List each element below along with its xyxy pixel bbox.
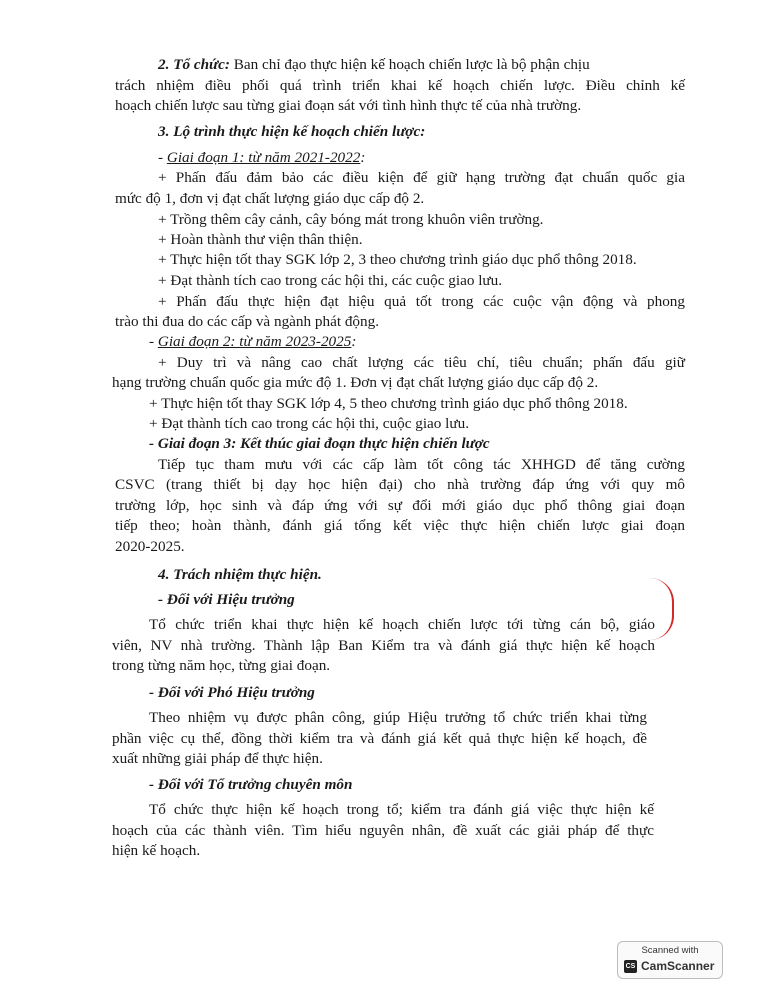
phase1-item: + Thực hiện tốt thay SGK lớp 2, 3 theo chương trình giáo dục phổ thông 2018. xyxy=(158,251,637,268)
phase1-item: + Đạt thành tích cao trong các hội thi, các cuộc giao lưu. xyxy=(158,272,503,289)
phase2-dash: - xyxy=(149,333,158,350)
phase2-item: + Duy trì và nâng cao chất lượng các tiêu chí, tiêu chuẩn; phấn đấu giữ xyxy=(158,354,685,371)
stamp-edge-mark xyxy=(650,578,674,640)
s2-line1-text: Ban chỉ đạo thực hiện kế hoạch chiến lược là bộ phận chịu xyxy=(229,56,590,73)
watermark-top-text: Scanned with xyxy=(641,945,699,956)
phase3-line: CSVC (trang thiết bị dạy học hiện đại) cho nhà trường đáp ứng với quy mô xyxy=(115,476,685,493)
phase1-item: + Phấn đấu đảm bảo các điều kiện để giữ hạng trường đạt chuẩn quốc gia xyxy=(158,169,685,186)
phase3-line: Tiếp tục tham mưu với các cấp làm tốt công tác XHHGD để tăng cường xyxy=(158,456,685,473)
phase2-item: + Thực hiện tốt thay SGK lớp 4, 5 theo chương trình giáo dục phổ thông 2018. xyxy=(149,395,628,412)
vice-line: phần việc cụ thể, đồng thời kiểm tra và đánh giá kết quả thực hiện kế hoạch, đề xyxy=(112,730,647,747)
principal-line: viên, NV nhà trường. Thành lập Ban Kiểm tra và đánh giá thực hiện kế hoạch xyxy=(112,637,655,654)
camscanner-watermark xyxy=(617,941,723,979)
phase2-colon: : xyxy=(351,333,357,350)
phase1-title xyxy=(158,148,365,169)
s2-line3: hoạch chiến lược sau từng giai đoạn sát với tình hình thực tế của nhà trường. xyxy=(115,97,582,114)
phase1-item: + Hoàn thành thư viện thân thiện. xyxy=(158,231,363,248)
phase1-item: + Phấn đấu thực hiện đạt hiệu quả tốt trong các cuộc vận động và phong xyxy=(158,293,685,310)
vice-line: xuất những giải pháp để thực hiện. xyxy=(112,750,323,767)
s2-line2: trách nhiệm điều phối quá trình triển khai kế hoạch chiến lược. Điều chỉnh kế xyxy=(115,77,685,94)
phase2-item: hạng trường chuẩn quốc gia mức độ 1. Đơn vị đạt chất lượng giáo dục cấp độ 2. xyxy=(112,374,599,391)
phase3-title: - Giai đoạn 3: Kết thúc giai đoạn thực hiện chiến lược xyxy=(149,435,490,452)
s3-heading: 3. Lộ trình thực hiện kế hoạch chiến lược: xyxy=(158,123,426,140)
watermark-name: CamScanner xyxy=(641,959,715,973)
phase1-title-text: Giai đoạn 1: từ năm 2021-2022 xyxy=(166,149,361,166)
s2-line1 xyxy=(158,55,590,76)
s4-heading: 4. Trách nhiệm thực hiện. xyxy=(158,566,322,583)
camscanner-logo-icon: CS xyxy=(624,960,637,973)
head-line: hiện kế hoạch. xyxy=(112,842,201,859)
s2-heading: 2. Tổ chức: xyxy=(158,56,230,73)
phase2-title-text: Giai đoạn 2: từ năm 2023-2025 xyxy=(157,333,352,350)
phase2-title xyxy=(149,332,356,353)
phase1-dash: - xyxy=(158,149,167,166)
phase3-line: 2020-2025. xyxy=(115,538,185,555)
phase1-item: + Trồng thêm cây cảnh, cây bóng mát trong khuôn viên trường. xyxy=(158,211,544,228)
vice-title: - Đối với Phó Hiệu trưởng xyxy=(149,684,315,701)
phase1-colon: : xyxy=(360,149,366,166)
phase3-line: trường lớp, học sinh và đáp ứng với sự đổi mới giáo dục phổ thông giai đoạn xyxy=(115,497,685,514)
principal-line: trong từng năm học, từng giai đoạn. xyxy=(112,657,331,674)
head-line: Tổ chức thực hiện kế hoạch trong tổ; kiểm tra đánh giá việc thực hiện kế xyxy=(149,801,654,818)
phase1-item: trào thi đua do các cấp và ngành phát động. xyxy=(115,313,380,330)
phase3-line: tiếp theo; hoàn thành, đánh giá tổng kết việc thực hiện chiến lược giai đoạn xyxy=(115,517,685,534)
vice-line: Theo nhiệm vụ được phân công, giúp Hiệu trưởng tổ chức triển khai từng xyxy=(149,709,647,726)
head-line: hoạch của các thành viên. Tìm hiểu nguyên nhân, đề xuất các giải pháp để thực xyxy=(112,822,654,839)
principal-title: - Đối với Hiệu trưởng xyxy=(158,591,295,608)
phase2-item: + Đạt thành tích cao trong các hội thi, cuộc giao lưu. xyxy=(149,415,470,432)
phase1-item: mức độ 1, đơn vị đạt chất lượng giáo dục cấp độ 2. xyxy=(115,190,425,207)
principal-line: Tổ chức triển khai thực hiện kế hoạch chiến lược tới từng cán bộ, giáo xyxy=(149,616,655,633)
head-title: - Đối với Tổ trưởng chuyên môn xyxy=(149,776,353,793)
